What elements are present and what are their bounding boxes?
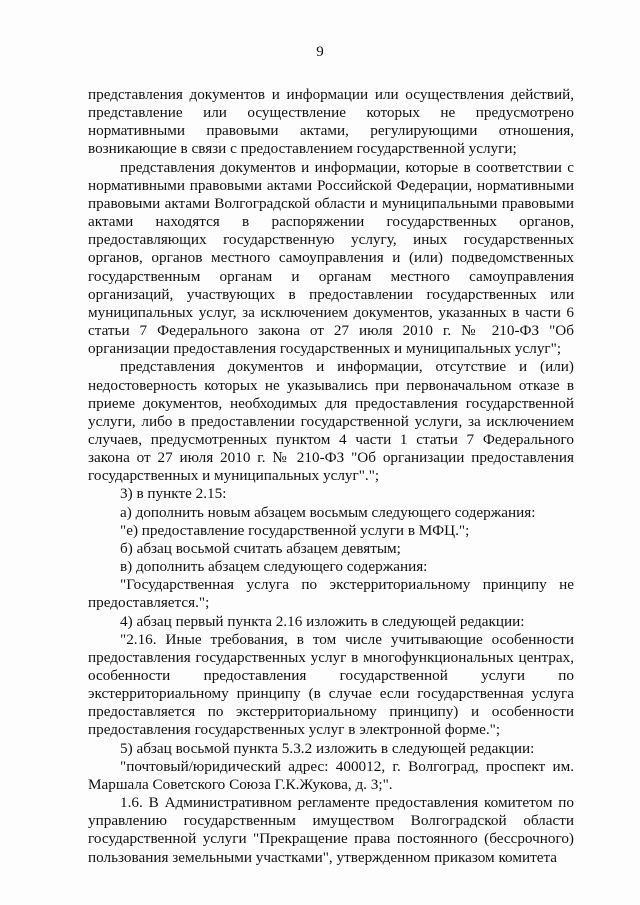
paragraph-2: представления документов и информации, которые в соответствии с нормативными правовыми актами Российской Федерации, нормативными правовыми актами Волгоградской области и муниципальными правовыми актами находятся в распоряжении государственных органов, предоставляющих государственную услугу, иных государственных органов, органов местного самоуправления и (или) подведомственных государственным органам и органам местного самоуправления организаций, участвующих в предоставлении государственных или муниципальных услуг, за исключением документов, указанных в части 6 статьи 7 Федерального закона от 27 июля 2010 г. № 210-ФЗ "Об организации предоставления государственных и муниципальных услуг"; xyxy=(88,158,574,358)
paragraph-7: б) абзац восьмой считать абзацем девятым; xyxy=(120,539,401,557)
page-number: 9 xyxy=(316,44,324,60)
paragraph-8: в) дополнить абзацем следующего содержания: xyxy=(120,558,428,576)
paragraph-11: "2.16. Иные требования, в том числе учитывающие особенности предоставления государственных услуг в многофункциональных центрах, особенности предоставления государственной услуги по экстерриториальному принципу (в случае если государственная услуга предоставляется по экстерриториальному принципу) и особенности предоставления государственных услуг в электронной форме."; xyxy=(88,630,574,739)
paragraph-1: представления документов и информации или осуществления действий, представление или осуществление которых не предусмотрено нормативными правовыми актами, регулирующими отношения, возникающие в связи с предоставлением государственной услуги; xyxy=(88,86,574,158)
paragraph-12: 5) абзац восьмой пункта 5.3.2 изложить в следующей редакции: xyxy=(120,739,535,757)
paragraph-3: представления документов и информации, отсутствие и (или) недостоверность которых не указывались при первоначальном отказе в приеме документов, необходимых для предоставления государственной услуги, либо в предоставлении государственной услуги, за исключением случаев, предусмотренных пунктом 4 части 1 статьи 7 Федерального закона от 27 июля 2010 г. № 210-ФЗ "Об организации предоставления государственных и муниципальных услуг"."; xyxy=(88,358,574,485)
paragraph-9: "Государственная услуга по экстерриториальному принципу не предоставляется."; xyxy=(88,576,574,612)
paragraph-5: а) дополнить новым абзацем восьмым следующего содержания: xyxy=(120,503,536,521)
paragraph-14: 1.6. В Административном регламенте предоставления комитетом по управлению государственным имуществом Волгоградской области государственной услуги "Прекращение права постоянного (бессрочного) пользования земельными участками", утвержденном приказом комитета xyxy=(88,794,574,866)
paragraph-10: 4) абзац первый пункта 2.16 изложить в следующей редакции: xyxy=(120,612,525,630)
paragraph-4: 3) в пункте 2.15: xyxy=(120,485,227,503)
document-body xyxy=(88,86,574,867)
paragraph-6: "е) предоставление государственной услуги в МФЦ."; xyxy=(120,521,470,539)
paragraph-13: "почтовый/юридический адрес: 400012, г. Волгоград, проспект им. Маршала Советского Союза Г.К.Жукова, д. 3;". xyxy=(88,757,574,793)
